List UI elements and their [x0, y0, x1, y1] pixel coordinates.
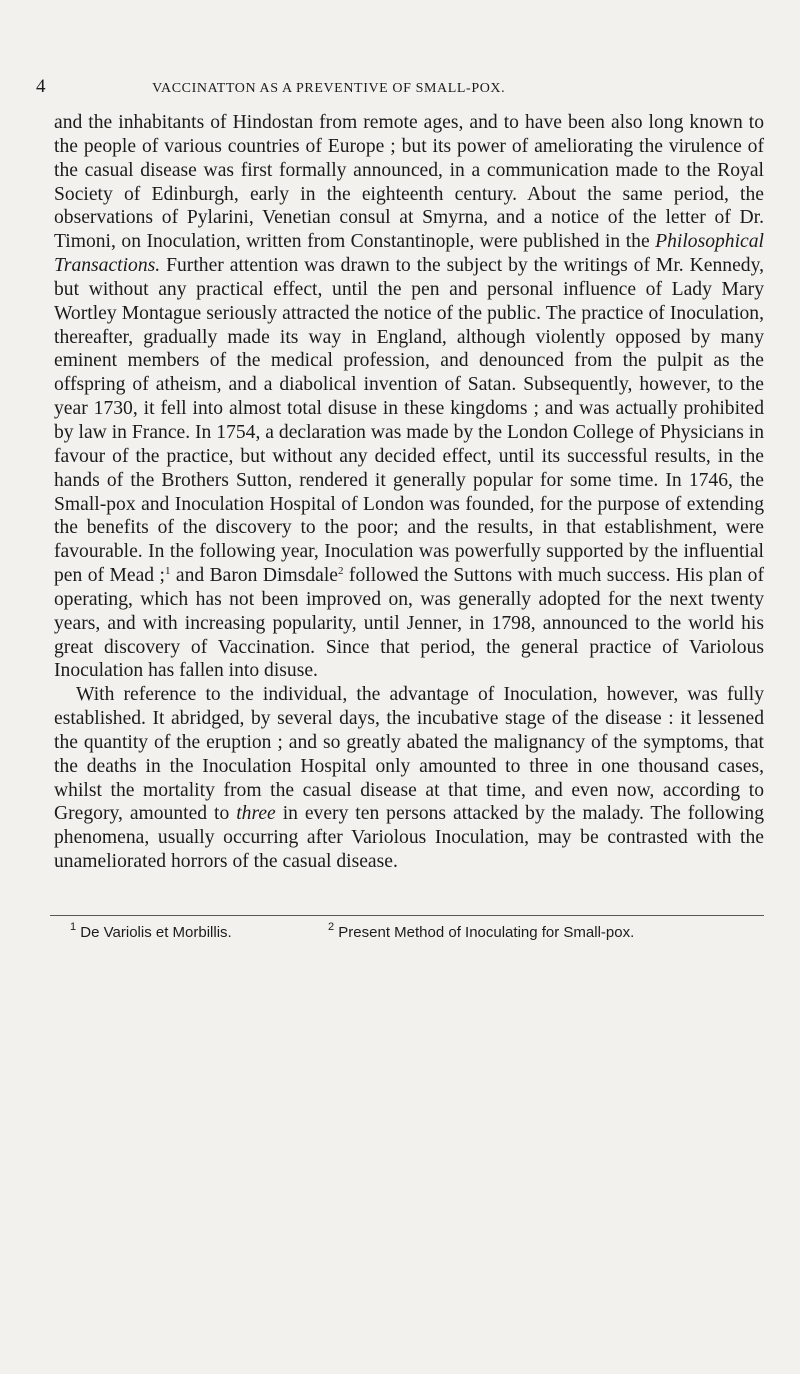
body-text: [54, 111, 764, 874]
paragraph-2: [54, 683, 764, 874]
paragraph-1: [54, 111, 764, 683]
footnote-1: [70, 921, 328, 941]
footnote-mark: 1: [70, 921, 77, 933]
text-run: followed the Suttons with much success. His plan of operating, which has not been improved on, was generally adopted for the next twenty years, and with increasing popularity, until Jenner, in 1798, announced to the world his great discovery of Vaccination. Since that period, the general practice of Variolous Inoculation has fallen into disuse.: [54, 565, 764, 682]
text-run: Further attention was drawn to the subject by the writings of Mr. Kennedy, but without any practical effect, until the pen and personal influence of Lady Mary Wortley Montague seriously attracted the notice of the public. The practice of Inoculation, thereafter, gradually made its way in England, although violently opposed by many eminent members of the medical profession, and denounced from the pulpit as the offspring of atheism, and a diabolical invention of Satan. Subsequently, however, to the year 1730, it fell into almost total disuse in these kingdoms ; and was actually prohibited by law in France. In 1754, a declaration was made by the London College of Physicians in favour of the practice, but without any decided effect, until its successful results, in the hands of the Brothers Sutton, rendered it generally popular for some time. In 1746, the Small-pox and Inoculation Hospital of London was founded, for the purpose of extending the benefits of the discovery to the poor; and the results, in that establishment, were favourable. In the following year, Inoculation was powerfully supported by the influential pen of Mead ;: [54, 255, 764, 587]
text-run: With reference to the individual, the advantage of Inoculation, however, was fully established. It abridged, by several days, the incubative stage of the disease : it lessened the quantity of the eruption ; and so greatly abated the malignancy of the symptoms, that the deaths in the Inoculation Hospital only amounted to three in one thousand cases, whilst the mortality from the casual disease at that time, and even now, according to Gregory, amounted to: [54, 684, 764, 825]
text-run: and Baron Dimsdale: [170, 565, 338, 587]
footnote-mark: 2: [328, 921, 335, 933]
footnote-text: De Variolis et Morbillis.: [76, 924, 232, 941]
footnote-2: [328, 921, 635, 941]
footnotes: [70, 921, 770, 941]
footnote-ref-1: 1: [164, 565, 171, 578]
footnote-divider: [50, 915, 764, 916]
text-run: in every ten persons attacked by the malady. The following phenomena, usually occurring after Variolous Inoculation, may be contrasted with the unameliorated horrors of the casual disease.: [54, 803, 765, 873]
running-header: [36, 76, 766, 98]
text-run: and the inhabitants of Hindostan from remote ages, and to have been also long known to the people of various countries of Europe ; but its power of ameliorating the virulence of the casual disease was first formally announced, in a communication made to the Royal Society of Edinburgh, early in the eighteenth century. About the same period, the observations of Pylarini, Venetian consul at Smyrna, and a notice of the letter of Dr. Timoni, on Inoculation, written from Constantinople, were published in the: [54, 112, 764, 253]
journal-title: Philosophical Transactions.: [54, 231, 764, 277]
footnote-ref-2: 2: [338, 565, 344, 578]
running-title: VACCINATTON AS A PREVENTIVE OF SMALL-POX.: [152, 81, 506, 96]
page-number: 4: [36, 76, 47, 97]
emphasis-three: three: [236, 803, 276, 825]
footnote-text: Present Method of Inoculating for Small-pox.: [334, 924, 635, 941]
